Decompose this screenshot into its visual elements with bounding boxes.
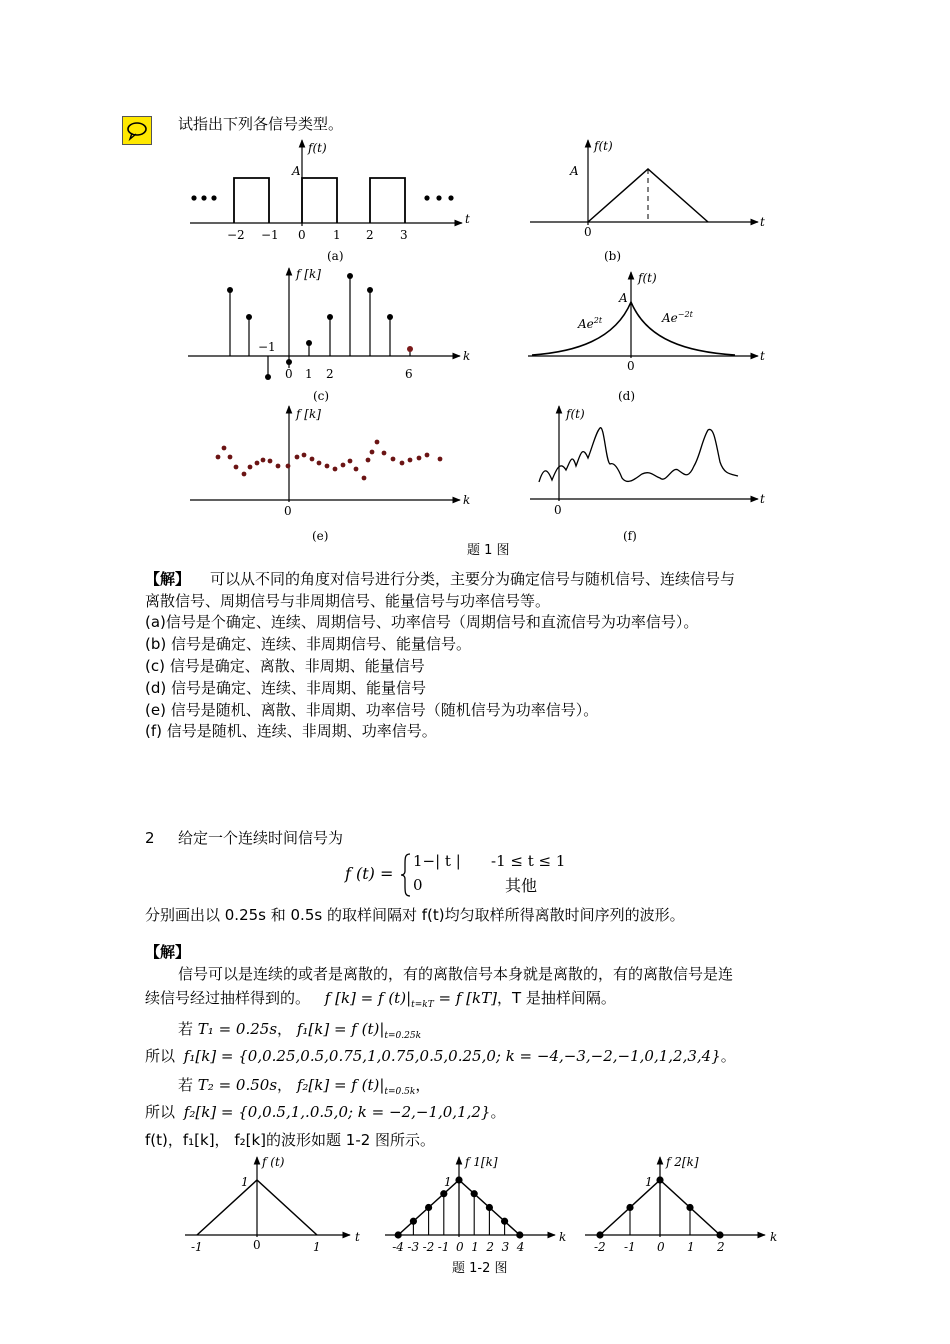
fig2-axes bbox=[385, 1155, 566, 1244]
panel-b-origin: 0 bbox=[584, 225, 592, 239]
figure-1-2-caption: 题 1-2 图 bbox=[452, 1261, 508, 1276]
fig1-tick: 0 bbox=[253, 1238, 261, 1252]
panel-d-xaxis: t bbox=[760, 349, 765, 363]
panel-e-ylabel: f [k] bbox=[296, 407, 321, 421]
fig3-peak: 1 bbox=[645, 1175, 653, 1189]
fig1-tick: 1 bbox=[313, 1240, 321, 1254]
so2-line: 所以 f₂[k] = {0,0.5,1,.0.5,0; k = −2,−1,0,1,2}。 bbox=[145, 1103, 506, 1121]
panel-b bbox=[530, 139, 765, 263]
panel-e-xaxis: k bbox=[463, 493, 471, 507]
panel-a-tick: −1 bbox=[261, 228, 279, 242]
fig2-point bbox=[471, 1190, 478, 1197]
fig1-ylabel: f (t) bbox=[262, 1155, 285, 1169]
fig2-point bbox=[425, 1204, 432, 1211]
so1-line: 所以 f₁[k] = {0,0.25,0.5,0.75,1,0.75,0.5,0.25,0; k = −4,−3,−2,−1,0,1,2,3,4}。 bbox=[145, 1047, 736, 1065]
fig2-tick: -2 bbox=[422, 1240, 435, 1254]
fig1-tick: -1 bbox=[191, 1240, 203, 1254]
fig2-point bbox=[501, 1218, 508, 1225]
fig3-tick: 0 bbox=[657, 1240, 665, 1254]
panel-b-xaxis: t bbox=[760, 215, 765, 229]
t2-line: 若 T₂ = 0.50s， f₂[k] = f $(t)|_{t=0.5k}$， bbox=[178, 1076, 431, 1097]
panel-f bbox=[530, 406, 765, 543]
panel-d-amp: A bbox=[619, 291, 628, 305]
fig2-tick: -1 bbox=[437, 1240, 450, 1254]
fig2-tick: -3 bbox=[407, 1240, 420, 1254]
fig3-tick: 2 bbox=[717, 1240, 725, 1254]
fig3-point bbox=[686, 1204, 693, 1211]
panel-c-xaxis: k bbox=[463, 349, 471, 363]
fig2-tick: -4 bbox=[392, 1240, 404, 1254]
fig1-peak: 1 bbox=[241, 1175, 249, 1189]
fig3-tick: -2 bbox=[594, 1240, 606, 1254]
answer-a: (a)信号是个确定、连续、周期信号、功率信号（周期信号和直流信号为功率信号）。 bbox=[145, 613, 699, 631]
solution-2-line2: 续信号经过抽样得到的。 f [k] = f $(t)|_{t=kT} = f$ [kT]，T 是抽样间隔。 bbox=[145, 989, 616, 1010]
problem2-number: 2 bbox=[145, 829, 155, 847]
panel-b-label: (b) bbox=[604, 249, 622, 263]
answer-d: (d) 信号是确定、连续、非周期、能量信号 bbox=[145, 679, 426, 697]
panel-c-tick: 1 bbox=[305, 367, 313, 381]
fig2-point bbox=[486, 1204, 493, 1211]
fig2-peak: 1 bbox=[444, 1175, 452, 1189]
fig2-tick: 3 bbox=[501, 1240, 510, 1254]
panel-e-origin: 0 bbox=[284, 504, 292, 518]
fig2-tick: 2 bbox=[486, 1240, 495, 1254]
panel-a-tick: 0 bbox=[298, 228, 306, 242]
fig2-tick: 0 bbox=[456, 1240, 464, 1254]
problem1-prompt: 试指出下列各信号类型。 bbox=[178, 115, 344, 133]
fig3-point bbox=[656, 1176, 663, 1183]
brace-icon bbox=[400, 852, 412, 898]
panel-a-tick: −2 bbox=[227, 228, 245, 242]
answer-b: (b) 信号是确定、连续、非周期信号、能量信号。 bbox=[145, 635, 471, 653]
panel-a-xaxis: t bbox=[465, 212, 470, 226]
fig1-xaxis: t bbox=[355, 1230, 360, 1244]
case1-expr: 1−| t | bbox=[413, 852, 461, 870]
fig2-point bbox=[410, 1218, 417, 1225]
panel-d bbox=[528, 271, 765, 403]
panel-a-label: (a) bbox=[327, 249, 344, 263]
problem2-prompt: 给定一个连续时间信号为 bbox=[178, 829, 344, 847]
case2-cond: 其他 bbox=[505, 876, 538, 895]
fig2-point bbox=[395, 1231, 402, 1238]
answer-c: (c) 信号是确定、离散、非周期、能量信号 bbox=[145, 657, 425, 675]
fig2-ylabel: f 1[k] bbox=[465, 1155, 498, 1169]
panel-d-ylabel: f(t) bbox=[638, 271, 657, 285]
solution-1-line1: 【解】 可以从不同的角度对信号进行分类，主要分为确定信号与随机信号、连续信号与 bbox=[145, 570, 736, 588]
panel-b-ylabel: f(t) bbox=[594, 139, 613, 153]
panel-c-tick: −1 bbox=[258, 340, 276, 354]
figure-1 bbox=[0, 0, 950, 560]
problem2-task: 分别画出以 0.25s 和 0.5s 的取样间隔对 f(t)均匀取样所得离散时间序列的波形。 bbox=[145, 906, 685, 924]
panel-a bbox=[190, 140, 470, 263]
fig1-axes bbox=[185, 1155, 360, 1254]
panel-a-ylabel: f(t) bbox=[308, 141, 327, 155]
panel-c-tick: 2 bbox=[326, 367, 334, 381]
panel-e-label: (e) bbox=[312, 529, 329, 543]
fig2-tick: 1 bbox=[471, 1240, 479, 1254]
panel-d-origin: 0 bbox=[627, 359, 635, 373]
panel-d-right-expr: $Ae^{-2t}$ bbox=[662, 310, 693, 325]
fig2-point bbox=[455, 1176, 462, 1183]
fig2-point bbox=[440, 1190, 447, 1197]
panel-a-amp: A bbox=[292, 164, 301, 178]
solution-2-tag: 【解】 bbox=[145, 943, 191, 961]
fig2-point bbox=[516, 1231, 523, 1238]
panel-a-tick: 3 bbox=[400, 228, 408, 242]
panel-f-label: (f) bbox=[623, 529, 637, 543]
answer-f: (f) 信号是随机、连续、非周期、功率信号。 bbox=[145, 722, 437, 740]
panel-b-amp: A bbox=[570, 164, 579, 178]
figure-2-intro: f(t)，f₁[k]， f₂[k]的波形如题 1-2 图所示。 bbox=[145, 1131, 436, 1149]
fig3-tick: 1 bbox=[687, 1240, 695, 1254]
panel-a-tick: 2 bbox=[366, 228, 374, 242]
panel-e bbox=[190, 406, 470, 543]
case2-expr: 0 bbox=[413, 876, 423, 894]
panel-c bbox=[188, 267, 470, 403]
fig2-xaxis: k bbox=[559, 1230, 567, 1244]
answer-e: (e) 信号是随机、离散、非周期、功率信号（随机信号为功率信号）。 bbox=[145, 701, 599, 719]
panel-a-tick: 1 bbox=[333, 228, 341, 242]
panel-d-left-expr: $Ae^{2t}$ bbox=[578, 316, 603, 331]
panel-d-label: (d) bbox=[618, 389, 636, 403]
panel-f-origin: 0 bbox=[554, 503, 562, 517]
t1-line: 若 T₁ = 0.25s， f₁[k] = f $(t)|_{t=0.25k}$ bbox=[178, 1020, 422, 1041]
case1-cond: -1 ≤ t ≤ 1 bbox=[491, 852, 566, 870]
fig3-tick: -1 bbox=[624, 1240, 636, 1254]
panel-c-tick: 0 bbox=[285, 367, 293, 381]
fig3-xaxis: k bbox=[770, 1230, 778, 1244]
fig3-ylabel: f 2[k] bbox=[666, 1155, 699, 1169]
fig2-tick: 4 bbox=[516, 1240, 525, 1254]
panel-f-ylabel: f(t) bbox=[566, 407, 585, 421]
solution-2-line1: 信号可以是连续的或者是离散的，有的离散信号本身就是离散的，有的离散信号是连 bbox=[178, 965, 734, 983]
solution-1-line2: 离散信号、周期信号与非周期信号、能量信号与功率信号等。 bbox=[145, 592, 551, 610]
panel-f-xaxis: t bbox=[760, 492, 765, 506]
fig3-point bbox=[596, 1231, 603, 1238]
panel-c-label: (c) bbox=[313, 389, 330, 403]
solution-tag: 【解】 bbox=[145, 570, 191, 588]
fig3-point bbox=[626, 1204, 633, 1211]
figure-1-caption: 题 1 图 bbox=[467, 543, 510, 558]
formula-lhs: f (t) = bbox=[345, 864, 394, 883]
panel-c-tick: 6 bbox=[405, 367, 413, 381]
fig3-point bbox=[716, 1231, 723, 1238]
piecewise-formula bbox=[345, 850, 585, 898]
solution-1-clip bbox=[0, 560, 795, 760]
panel-c-ylabel: f [k] bbox=[296, 267, 321, 281]
